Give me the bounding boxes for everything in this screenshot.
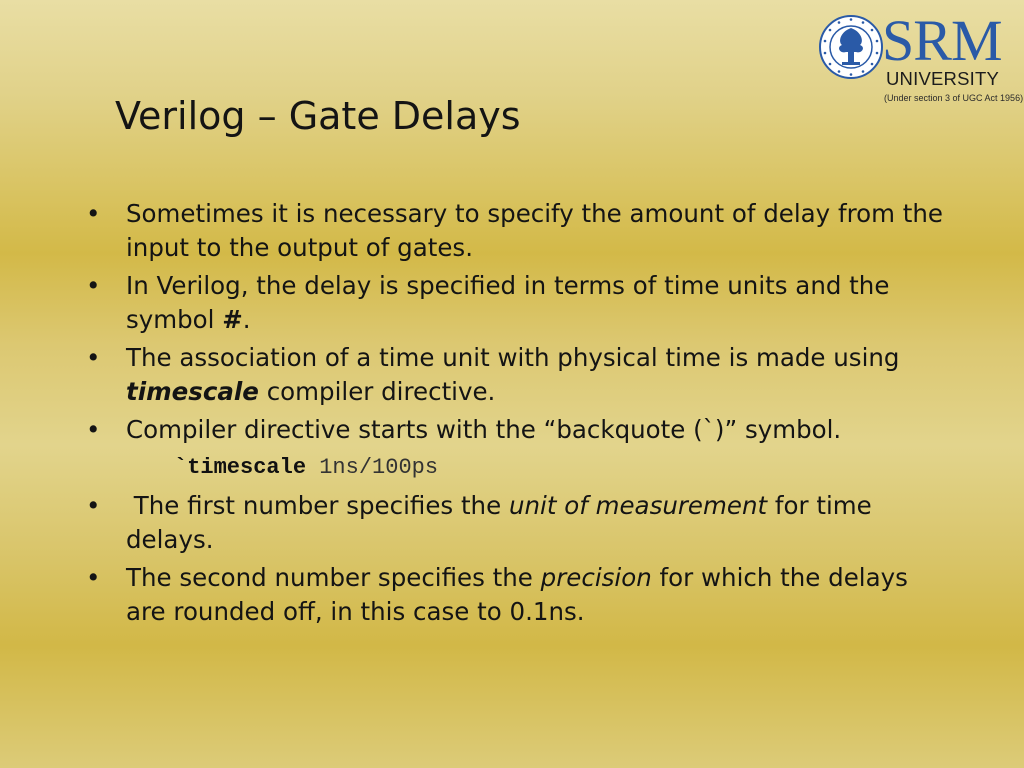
university-seal-icon xyxy=(818,14,884,80)
bullet-text: compiler directive. xyxy=(258,377,496,406)
code-keyword: `timescale xyxy=(174,455,307,480)
bullet-marker: • xyxy=(86,199,101,228)
bullet-marker: • xyxy=(86,491,101,520)
bullet-item xyxy=(86,341,946,409)
bullet-text-bold: # xyxy=(222,305,243,334)
bullet-text: for time delays. xyxy=(126,491,872,554)
bullet-text: for which the delays are rounded off, in this case to 0.1ns. xyxy=(126,563,908,626)
bullet-item xyxy=(86,269,946,337)
bullet-text: . xyxy=(242,305,251,334)
bullet-item xyxy=(86,561,946,629)
bullet-text-italic: precision xyxy=(540,563,652,592)
code-example xyxy=(86,451,946,485)
bullet-text: In Verilog, the delay is specified in terms of time units and the symbol xyxy=(126,271,890,334)
bullet-text: Compiler directive starts with the “backquote (`)” symbol. xyxy=(126,415,842,444)
bullet-text: The association of a time unit with physical time is made using xyxy=(126,343,900,372)
logo-subtitle: UNIVERSITY xyxy=(886,68,1000,89)
srm-university-logo xyxy=(818,8,1024,112)
bullet-marker: • xyxy=(86,415,101,444)
logo-note: (Under section 3 of UGC Act 1956) xyxy=(884,93,1024,103)
bullet-item xyxy=(86,413,946,447)
bullet-text: The first number specifies the xyxy=(126,491,509,520)
bullet-text: The second number specifies the xyxy=(126,563,541,592)
bullet-text-italic: unit of measurement xyxy=(508,491,768,520)
bullet-text-bold-italic: timescale xyxy=(126,377,259,406)
bullet-item xyxy=(86,197,946,265)
bullet-text: Sometimes it is necessary to specify the amount of delay from the input to the output of gates. xyxy=(126,199,943,262)
bullet-marker: • xyxy=(86,343,101,372)
code-value: 1ns/100ps xyxy=(306,455,439,480)
bullet-marker: • xyxy=(86,563,101,592)
slide-content xyxy=(86,197,946,633)
logo-name: SRM xyxy=(882,8,1002,73)
slide-title: Verilog – Gate Delays xyxy=(115,94,521,138)
bullet-marker: • xyxy=(86,271,101,300)
bullet-item xyxy=(86,489,946,557)
